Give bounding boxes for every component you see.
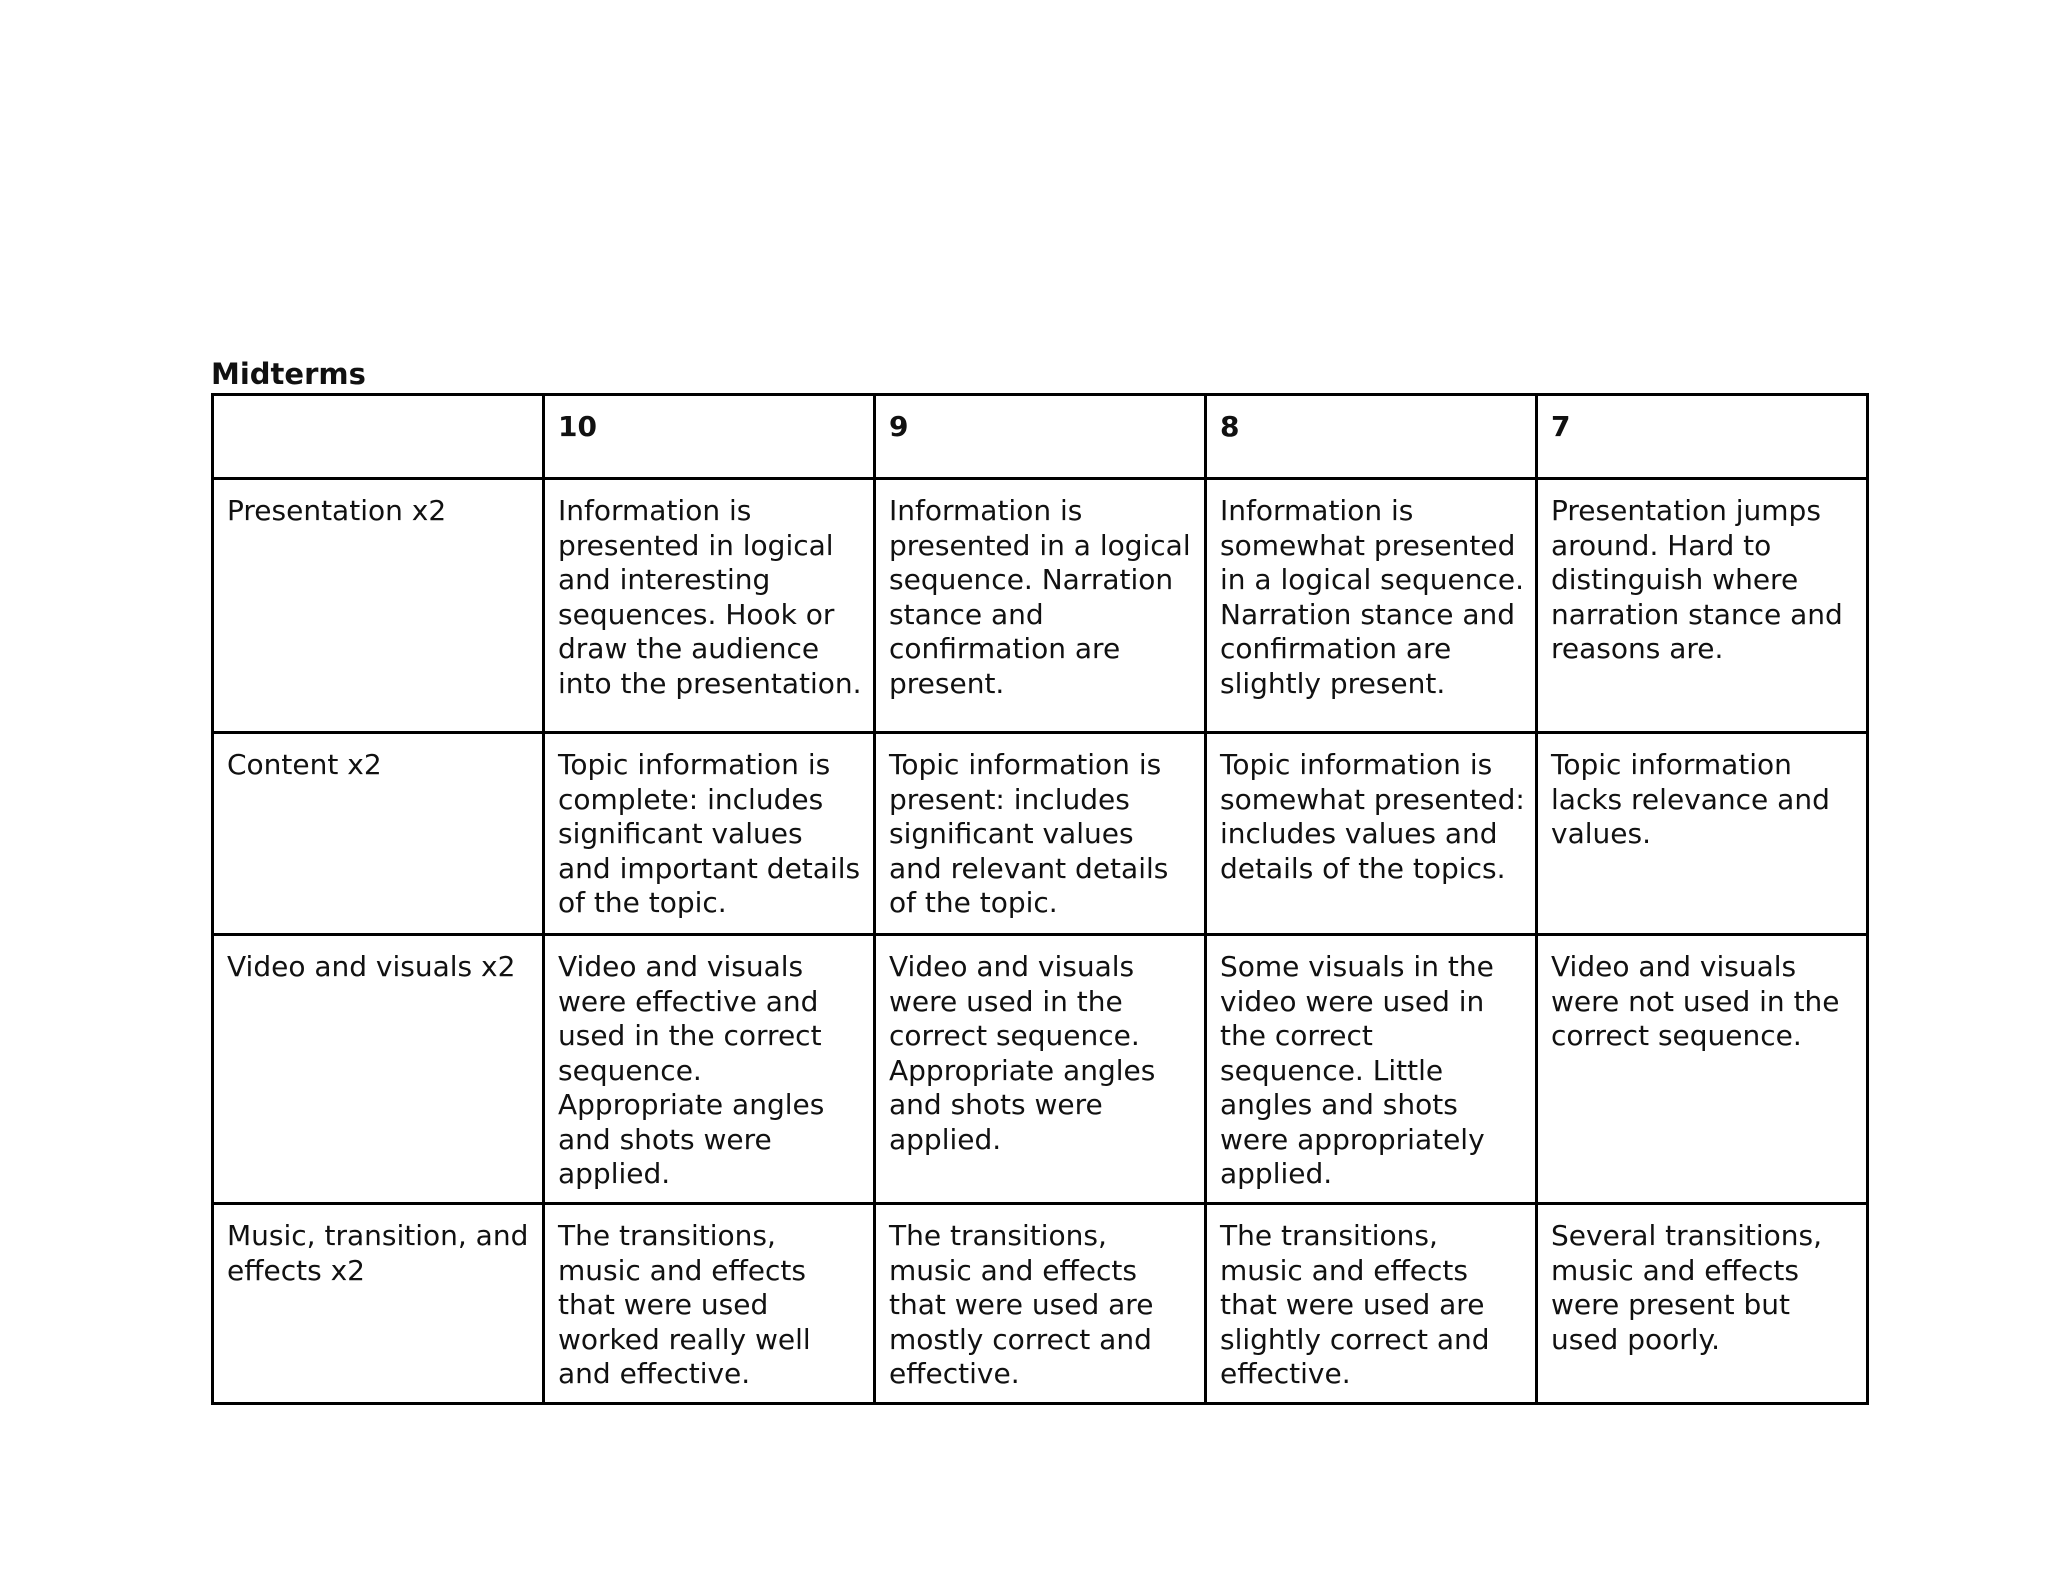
rubric-cell: The transitions, music and effects that were used are mostly correct and effective. (875, 1204, 1206, 1404)
rubric-cell: Video and visuals were used in the correct sequence. Appropriate angles and shots were applied. (875, 935, 1206, 1204)
table-row (213, 1204, 1868, 1404)
rubric-cell: Some visuals in the video were used in the correct sequence. Little angles and shots were appropriately applied. (1206, 935, 1537, 1204)
rubric-table (211, 393, 1869, 1405)
rubric-cell: Topic information is present: includes significant values and relevant details of the topic. (875, 733, 1206, 935)
header-row (213, 395, 1868, 479)
header-cell-score-9: 9 (875, 395, 1206, 479)
table-row (213, 479, 1868, 733)
document-title: Midterms (211, 357, 366, 391)
header-cell-score-7: 7 (1537, 395, 1868, 479)
rubric-cell: Several transitions, music and effects were present but used poorly. (1537, 1204, 1868, 1404)
rubric-cell: Information is presented in a logical sequence. Narration stance and confirmation are present. (875, 479, 1206, 733)
rubric-cell: Presentation jumps around. Hard to distinguish where narration stance and reasons are. (1537, 479, 1868, 733)
rubric-cell: Video and visuals were effective and used in the correct sequence. Appropriate angles and shots were applied. (544, 935, 875, 1204)
rubric-cell: The transitions, music and effects that were used are slightly correct and effective. (1206, 1204, 1537, 1404)
header-cell-criterion (213, 395, 544, 479)
rubric-cell: The transitions, music and effects that were used worked really well and effective. (544, 1204, 875, 1404)
rubric-cell: Information is presented in logical and interesting sequences. Hook or draw the audience into the presentation. (544, 479, 875, 733)
rubric-cell: Topic information lacks relevance and values. (1537, 733, 1868, 935)
table-row (213, 935, 1868, 1204)
rubric-cell: Topic information is somewhat presented: includes values and details of the topics. (1206, 733, 1537, 935)
criterion-cell: Music, transition, and effects x2 (213, 1204, 544, 1404)
table-row (213, 733, 1868, 935)
rubric-cell: Information is somewhat presented in a logical sequence. Narration stance and confirmation are slightly present. (1206, 479, 1537, 733)
header-cell-score-10: 10 (544, 395, 875, 479)
criterion-cell: Video and visuals x2 (213, 935, 544, 1204)
criterion-cell: Content x2 (213, 733, 544, 935)
rubric-cell: Topic information is complete: includes significant values and important details of the topic. (544, 733, 875, 935)
criterion-cell: Presentation x2 (213, 479, 544, 733)
header-cell-score-8: 8 (1206, 395, 1537, 479)
rubric-cell: Video and visuals were not used in the correct sequence. (1537, 935, 1868, 1204)
